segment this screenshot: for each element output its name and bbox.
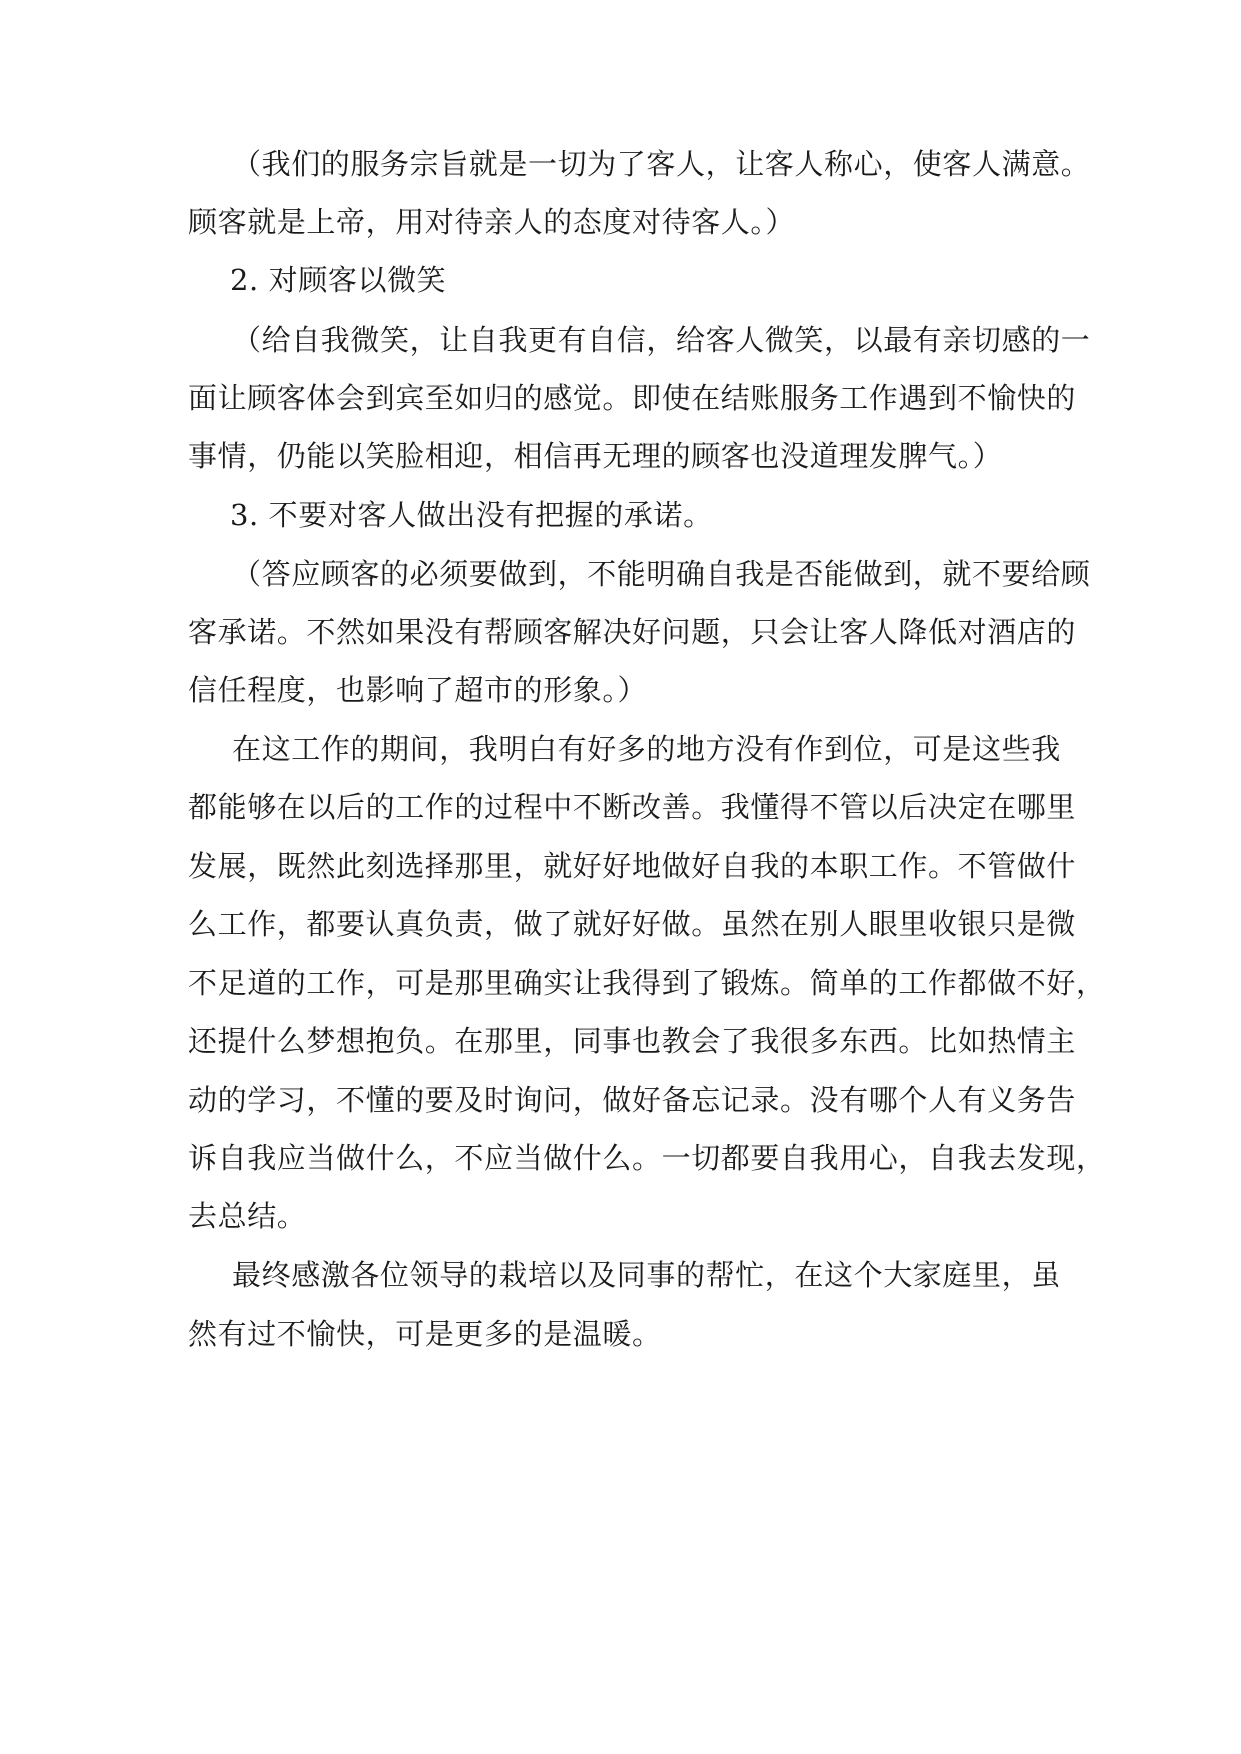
text-line: 信任程度，也影响了超市的形象。） bbox=[188, 673, 648, 707]
text-line: 面让顾客体会到宾至如归的感觉。即使在结账服务工作遇到不愉快的 bbox=[188, 381, 1077, 415]
text-line: 客承诺。不然如果没有帮顾客解决好问题，只会让客人降低对酒店的 bbox=[188, 615, 1077, 649]
list-item-heading: 2. 对顾客以微笑 bbox=[230, 263, 447, 297]
text-line: 顾客就是上帝，用对待亲人的态度对待客人。） bbox=[188, 205, 796, 239]
text-line: （给自我微笑，让自我更有自信，给客人微笑，以最有亲切感的一 bbox=[232, 323, 1091, 357]
text-line: 然有过不愉快，可是更多的是温暖。 bbox=[188, 1317, 662, 1351]
text-line: 还提什么梦想抱负。在那里，同事也教会了我很多东西。比如热情主 bbox=[188, 1024, 1077, 1058]
text-line: 动的学习，不懂的要及时询问，做好备忘记录。没有哪个人有义务告 bbox=[188, 1083, 1077, 1117]
text-line: （答应顾客的必须要做到，不能明确自我是否能做到，就不要给顾 bbox=[232, 557, 1091, 591]
text-line: 发展，既然此刻选择那里，就好好地做好自我的本职工作。不管做什 bbox=[188, 849, 1077, 883]
text-line: 不足道的工作，可是那里确实让我得到了锻炼。简单的工作都做不好， bbox=[188, 966, 1106, 1000]
text-line: 去总结。 bbox=[188, 1199, 307, 1233]
list-item-heading: 3. 不要对客人做出没有把握的承诺。 bbox=[230, 498, 713, 532]
text-line: 都能够在以后的工作的过程中不断改善。我懂得不管以后决定在哪里 bbox=[188, 790, 1077, 824]
text-line: 事情，仍能以笑脸相迎，相信再无理的顾客也没道理发脾气。） bbox=[188, 439, 1003, 473]
text-line: 么工作，都要认真负责，做了就好好做。虽然在别人眼里收银只是微 bbox=[188, 907, 1077, 941]
text-line: 在这工作的期间，我明白有好多的地方没有作到位，可是这些我 bbox=[232, 732, 1061, 766]
text-line: 诉自我应当做什么，不应当做什么。一切都要自我用心，自我去发现， bbox=[188, 1141, 1106, 1175]
text-line: （我们的服务宗旨就是一切为了客人，让客人称心，使客人满意。 bbox=[232, 147, 1091, 181]
text-line: 最终感激各位领导的栽培以及同事的帮忙，在这个大家庭里，虽 bbox=[232, 1258, 1061, 1292]
